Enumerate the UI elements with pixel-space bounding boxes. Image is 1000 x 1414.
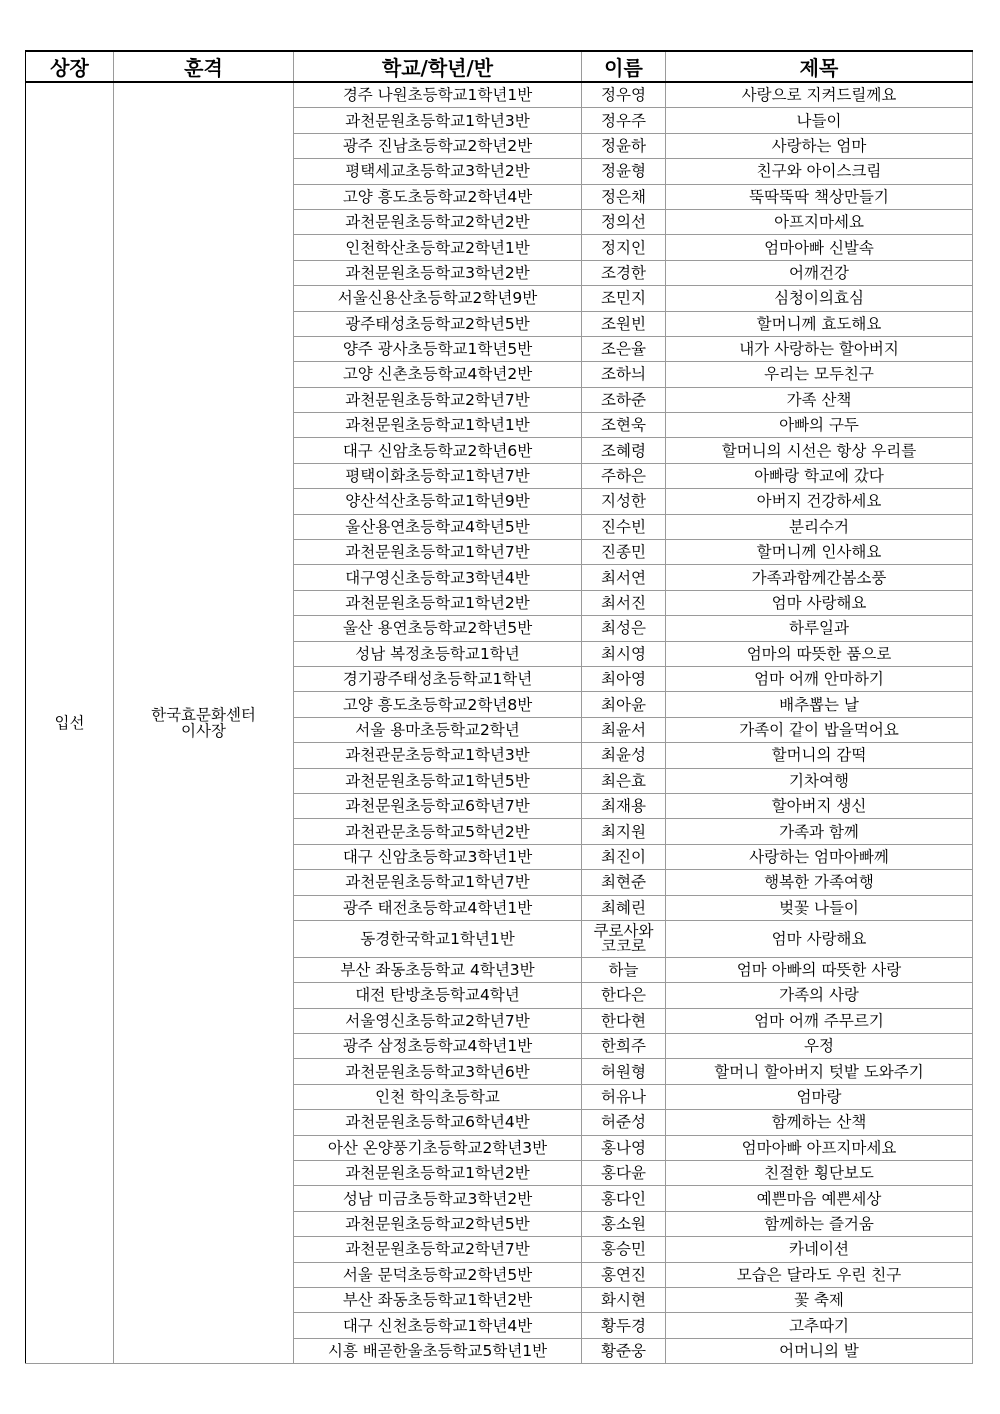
name-cell: 홍다윤 — [582, 1161, 666, 1186]
name-cell: 최시영 — [582, 641, 666, 666]
school-cell: 양산석산초등학교1학년9반 — [294, 489, 582, 514]
school-cell: 광주 진남초등학교2학년2반 — [294, 133, 582, 158]
title-cell: 엄마아빠 신발속 — [666, 235, 973, 260]
name-cell: 화시현 — [582, 1287, 666, 1312]
name-cell: 최성은 — [582, 616, 666, 641]
school-cell: 과천문원초등학교3학년2반 — [294, 260, 582, 285]
school-cell: 과천관문초등학교1학년3반 — [294, 743, 582, 768]
commendation-cell — [114, 82, 294, 1364]
title-cell: 가족 산책 — [666, 387, 973, 412]
header-commendation: 훈격 — [114, 51, 294, 82]
name-cell: 정은채 — [582, 184, 666, 209]
school-cell: 성남 복정초등학교1학년 — [294, 641, 582, 666]
school-cell: 서울영신초등학교2학년7반 — [294, 1008, 582, 1033]
title-cell: 예쁜마음 예쁜세상 — [666, 1186, 973, 1211]
title-cell: 할아버지 생신 — [666, 793, 973, 818]
name-cell: 허유나 — [582, 1084, 666, 1109]
title-cell: 사랑하는 엄마아빠께 — [666, 844, 973, 869]
school-cell: 서울신용산초등학교2학년9반 — [294, 286, 582, 311]
name-cell: 홍나영 — [582, 1135, 666, 1160]
name-cell: 조원빈 — [582, 311, 666, 336]
title-cell: 엄마 사랑해요 — [666, 590, 973, 615]
title-cell: 모습은 달라도 우린 친구 — [666, 1262, 973, 1287]
name-cell: 진수빈 — [582, 514, 666, 539]
title-cell: 함께하는 산책 — [666, 1110, 973, 1135]
name-cell: 조은율 — [582, 336, 666, 361]
school-cell: 대구 신암초등학교3학년1반 — [294, 844, 582, 869]
school-cell: 인천학산초등학교2학년1반 — [294, 235, 582, 260]
name-cell: 하늘 — [582, 957, 666, 982]
school-cell: 경주 나원초등학교1학년1반 — [294, 82, 582, 108]
name-cell: 정우영 — [582, 82, 666, 108]
name-cell: 최진이 — [582, 844, 666, 869]
name-cell: 최아윤 — [582, 692, 666, 717]
name-cell: 조경한 — [582, 260, 666, 285]
school-cell: 동경한국학교1학년1반 — [294, 920, 582, 957]
name-cell: 정윤형 — [582, 159, 666, 184]
name-cell: 홍다인 — [582, 1186, 666, 1211]
school-cell: 부산 좌동초등학교 4학년3반 — [294, 957, 582, 982]
school-cell: 고양 흥도초등학교2학년4반 — [294, 184, 582, 209]
name-cell: 황두경 — [582, 1313, 666, 1338]
name-cell: 황준웅 — [582, 1338, 666, 1363]
title-cell: 할머니께 효도해요 — [666, 311, 973, 336]
school-cell: 과천문원초등학교1학년7반 — [294, 870, 582, 895]
school-cell: 과천문원초등학교1학년2반 — [294, 590, 582, 615]
name-cell: 정윤하 — [582, 133, 666, 158]
school-cell: 고양 신촌초등학교4학년2반 — [294, 362, 582, 387]
name-cell: 홍승민 — [582, 1237, 666, 1262]
header-name: 이름 — [582, 51, 666, 82]
name-cell: 최아영 — [582, 666, 666, 691]
school-cell: 광주 태전초등학교4학년1반 — [294, 895, 582, 920]
title-cell: 할머니의 감떡 — [666, 743, 973, 768]
title-cell: 우리는 모두친구 — [666, 362, 973, 387]
school-cell: 과천문원초등학교3학년6반 — [294, 1059, 582, 1084]
title-cell: 우정 — [666, 1034, 973, 1059]
name-cell: 최현준 — [582, 870, 666, 895]
title-cell: 친구와 아이스크림 — [666, 159, 973, 184]
school-cell: 서울 용마초등학교2학년 — [294, 717, 582, 742]
name-cell: 정의선 — [582, 209, 666, 234]
title-cell: 엄마랑 — [666, 1084, 973, 1109]
name-cell: 주하은 — [582, 463, 666, 488]
school-cell: 과천관문초등학교5학년2반 — [294, 819, 582, 844]
name-cell: 조혜령 — [582, 438, 666, 463]
name-cell: 한다은 — [582, 983, 666, 1008]
name-cell: 조민지 — [582, 286, 666, 311]
school-cell: 과천문원초등학교2학년7반 — [294, 1237, 582, 1262]
school-cell: 과천문원초등학교6학년4반 — [294, 1110, 582, 1135]
name-cell: 최지원 — [582, 819, 666, 844]
school-cell: 서울 문덕초등학교2학년5반 — [294, 1262, 582, 1287]
school-cell: 과천문원초등학교2학년2반 — [294, 209, 582, 234]
school-cell: 평택세교초등학교3학년2반 — [294, 159, 582, 184]
commendation-line: 이사장 — [181, 722, 226, 741]
title-cell: 하루일과 — [666, 616, 973, 641]
school-cell: 부산 좌동초등학교1학년2반 — [294, 1287, 582, 1312]
name-cell: 최은효 — [582, 768, 666, 793]
school-cell: 과천문원초등학교1학년5반 — [294, 768, 582, 793]
name-cell: 한다현 — [582, 1008, 666, 1033]
title-cell: 엄마 사랑해요 — [666, 920, 973, 957]
name-cell: 조현욱 — [582, 413, 666, 438]
title-cell: 엄마의 따뜻한 품으로 — [666, 641, 973, 666]
school-cell: 아산 온양풍기초등학교2학년3반 — [294, 1135, 582, 1160]
title-cell: 분리수거 — [666, 514, 973, 539]
table-body — [26, 82, 973, 1364]
name-cell: 최서연 — [582, 565, 666, 590]
title-cell: 내가 사랑하는 할아버지 — [666, 336, 973, 361]
title-cell: 어머니의 발 — [666, 1338, 973, 1363]
title-cell: 함께하는 즐거움 — [666, 1211, 973, 1236]
name-cell: 최윤성 — [582, 743, 666, 768]
school-cell: 평택이화초등학교1학년7반 — [294, 463, 582, 488]
name-cell: 쿠로사와 코코로 — [582, 920, 666, 957]
commendation-line: 한국효문화센터 — [151, 706, 256, 725]
title-cell: 사랑으로 지켜드릴께요 — [666, 82, 973, 108]
title-cell: 엄마 어깨 주무르기 — [666, 1008, 973, 1033]
school-cell: 과천문원초등학교6학년7반 — [294, 793, 582, 818]
name-cell: 허원형 — [582, 1059, 666, 1084]
header-school: 학교/학년/반 — [294, 51, 582, 82]
school-cell: 과천문원초등학교1학년1반 — [294, 413, 582, 438]
school-cell: 고양 흥도초등학교2학년8반 — [294, 692, 582, 717]
title-cell: 벚꽃 나들이 — [666, 895, 973, 920]
header-award: 상장 — [26, 51, 114, 82]
awards-table — [25, 50, 973, 1364]
name-cell: 지성한 — [582, 489, 666, 514]
name-cell: 조하준 — [582, 387, 666, 412]
title-cell: 기차여행 — [666, 768, 973, 793]
school-cell: 성남 미금초등학교3학년2반 — [294, 1186, 582, 1211]
title-cell: 가족이 같이 밥을먹어요 — [666, 717, 973, 742]
school-cell: 광주태성초등학교2학년5반 — [294, 311, 582, 336]
school-cell: 울산 용연초등학교2학년5반 — [294, 616, 582, 641]
name-cell: 정지인 — [582, 235, 666, 260]
title-cell: 친절한 횡단보도 — [666, 1161, 973, 1186]
title-cell: 나들이 — [666, 108, 973, 133]
name-cell: 최서진 — [582, 590, 666, 615]
table-row — [26, 82, 973, 108]
school-cell: 양주 광사초등학교1학년5반 — [294, 336, 582, 361]
title-cell: 아버지 건강하세요 — [666, 489, 973, 514]
title-cell: 엄마 어깨 안마하기 — [666, 666, 973, 691]
name-cell: 최윤서 — [582, 717, 666, 742]
name-cell: 한희주 — [582, 1034, 666, 1059]
title-cell: 가족과함께간봄소풍 — [666, 565, 973, 590]
title-cell: 아프지마세요 — [666, 209, 973, 234]
school-cell: 대구영신초등학교3학년4반 — [294, 565, 582, 590]
title-cell: 할머니 할아버지 텃밭 도와주기 — [666, 1059, 973, 1084]
school-cell: 인천 학익초등학교 — [294, 1084, 582, 1109]
title-cell: 사랑하는 엄마 — [666, 133, 973, 158]
school-cell: 과천문원초등학교2학년7반 — [294, 387, 582, 412]
name-cell: 조하늬 — [582, 362, 666, 387]
school-cell: 과천문원초등학교1학년7반 — [294, 540, 582, 565]
name-cell: 정우주 — [582, 108, 666, 133]
title-cell: 행복한 가족여행 — [666, 870, 973, 895]
title-cell: 할머니의 시선은 항상 우리를 — [666, 438, 973, 463]
title-cell: 꽃 축제 — [666, 1287, 973, 1312]
header-title: 제목 — [666, 51, 973, 82]
title-cell: 엄마아빠 아프지마세요 — [666, 1135, 973, 1160]
school-cell: 대구 신암초등학교2학년6반 — [294, 438, 582, 463]
name-cell: 진종민 — [582, 540, 666, 565]
title-cell: 가족과 함께 — [666, 819, 973, 844]
school-cell: 과천문원초등학교1학년3반 — [294, 108, 582, 133]
school-cell: 과천문원초등학교2학년5반 — [294, 1211, 582, 1236]
school-cell: 대전 탄방초등학교4학년 — [294, 983, 582, 1008]
name-cell: 허준성 — [582, 1110, 666, 1135]
school-cell: 울산용연초등학교4학년5반 — [294, 514, 582, 539]
title-cell: 고추따기 — [666, 1313, 973, 1338]
name-cell: 최혜린 — [582, 895, 666, 920]
school-cell: 시흥 배곧한울초등학교5학년1반 — [294, 1338, 582, 1363]
title-cell: 카네이션 — [666, 1237, 973, 1262]
title-cell: 아빠랑 학교에 갔다 — [666, 463, 973, 488]
title-cell: 심청이의효심 — [666, 286, 973, 311]
header-row — [26, 51, 973, 82]
title-cell: 할머니께 인사해요 — [666, 540, 973, 565]
award-cell: 입선 — [26, 82, 114, 1364]
title-cell: 가족의 사랑 — [666, 983, 973, 1008]
school-cell: 광주 삼정초등학교4학년1반 — [294, 1034, 582, 1059]
school-cell: 경기광주태성초등학교1학년 — [294, 666, 582, 691]
name-cell: 홍연진 — [582, 1262, 666, 1287]
title-cell: 아빠의 구두 — [666, 413, 973, 438]
title-cell: 배추뽑는 날 — [666, 692, 973, 717]
title-cell: 엄마 아빠의 따뜻한 사랑 — [666, 957, 973, 982]
school-cell: 대구 신천초등학교1학년4반 — [294, 1313, 582, 1338]
name-cell: 최재용 — [582, 793, 666, 818]
title-cell: 어깨건강 — [666, 260, 973, 285]
title-cell: 뚝딱뚝딱 책상만들기 — [666, 184, 973, 209]
name-cell: 홍소원 — [582, 1211, 666, 1236]
school-cell: 과천문원초등학교1학년2반 — [294, 1161, 582, 1186]
